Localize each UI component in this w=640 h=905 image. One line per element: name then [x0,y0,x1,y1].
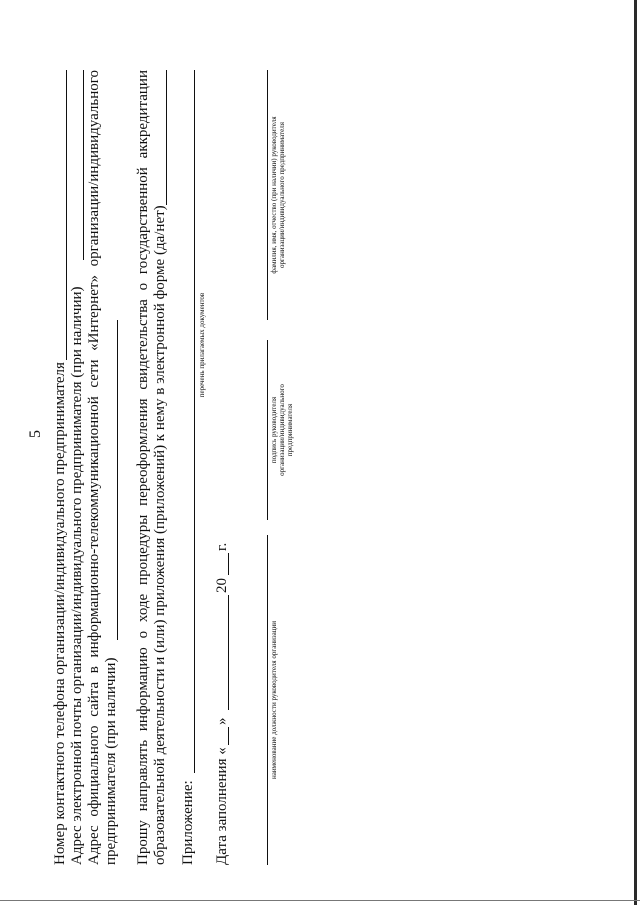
email-field-line[interactable] [83,70,84,260]
website-label-1: Адрес официального сайта в информационно-телекоммуникационной сети «Интернет» организации/индивидуального [86,70,102,865]
website-label-2: предпринимателя (при наличии) [103,657,119,865]
fio-caption-2: организации/индивидуального предпринимателя [278,122,286,268]
fill-date-year-line[interactable] [228,553,229,575]
fill-date-month-line[interactable] [228,595,229,710]
fill-date-mid: » [214,717,230,725]
scan-edge-bottom [0,900,640,901]
appendix-label: Приложение: [180,780,196,865]
signature-caption-1: подпись руководителя [270,396,278,464]
fill-date-day-line[interactable] [228,727,229,745]
signature-caption-3: предпринимателя [286,403,294,457]
fio-caption-1: фамилия, имя, отчество (при наличии) руководителя [270,116,278,274]
phone-label: Номер контактного телефона организации/индивидуального предпринимателя [52,362,68,865]
appendix-field-line[interactable] [194,70,195,773]
fio-field-line[interactable] [267,70,268,320]
fill-date-prefix: Дата заполнения « [214,747,230,865]
rotated-form [52,65,352,865]
signature-field-line[interactable] [267,340,268,520]
request-text-1: Прошу направлять информацию о ходе процедуры переоформления свидетельства о государственной аккредитации [135,70,151,865]
page-number: 5 [27,430,44,438]
phone-field-line[interactable] [66,70,67,360]
appendix-caption: перечень прилагаемых документов [198,292,206,398]
signature-caption-2: организации/индивидуального [278,384,286,476]
position-field-line[interactable] [267,535,268,865]
fill-date-suffix: г. [214,542,230,551]
request-text-2: образовательной деятельности и (или) приложения (приложений) к нему в электронной форме (да/нет) [152,205,168,865]
email-label: Адрес электронной почты организации/индивидуального предпринимателя (при наличии) [69,286,85,865]
scan-edge-right [634,0,637,905]
request-answer-line[interactable] [166,70,167,205]
website-field-line[interactable] [117,320,118,640]
position-caption: наименование должности руководителя организации [270,621,278,779]
fill-date-year-prefix: 20 [214,578,230,593]
